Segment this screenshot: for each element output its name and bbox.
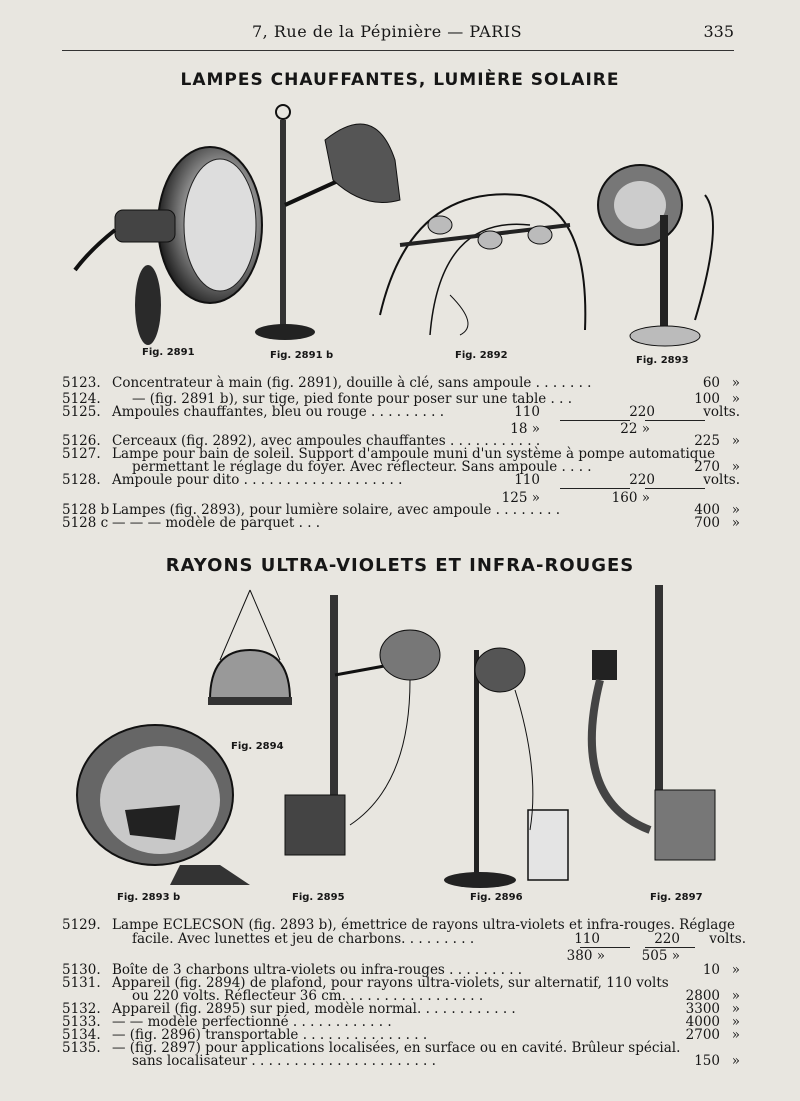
fig-caption: Fig. 2894 (231, 741, 284, 752)
list-item: 5132. Appareil (fig. 2895) sur pied, modèle normal. . . . . . . . . . . . 3300 » (62, 1001, 740, 1017)
list-item: 5123. Concentrateur à main (fig. 2891), douille à clé, sans ampoule . . . . . . . 60 » (62, 375, 740, 391)
illustration-portable-uv (440, 630, 590, 890)
illustration-cradle-lamps (370, 185, 600, 350)
illustration-hand-concentrator (60, 140, 270, 355)
list-item: 5125. Ampoules chauffantes, bleu ou rouge . . . . . . . . . 110 220 volts. (62, 404, 740, 420)
page-header (62, 20, 734, 51)
section-title-heating-lamps: LAMPES CHAUFFANTES, LUMIÈRE SOLAIRE (180, 70, 620, 90)
list-item: 5128 b Lampes (fig. 2893), pour lumière solaire, avec ampoule . . . . . . . . 400 » (62, 502, 740, 518)
list-item: 5133. — — modèle perfectionné . . . . . . . . . . . . 4000 » (62, 1014, 740, 1030)
illustration-uv-stand (260, 585, 450, 885)
list-item: 5129. Lampe ECLECSON (fig. 2893 b), émettrice de rayons ultra-violets et infra-rouges. Réglage (62, 917, 735, 933)
list-item: 380 » 505 » (566, 948, 680, 964)
fig-caption: Fig. 2897 (650, 892, 703, 903)
fig-caption: Fig. 2891 (142, 347, 195, 358)
list-item: 5130. Boîte de 3 charbons ultra-violets ou infra-rouges . . . . . . . . . 10 » (62, 962, 740, 978)
illustration-local-uv (580, 580, 740, 880)
fig-caption: Fig. 2892 (455, 350, 508, 361)
divider (645, 488, 705, 489)
list-item: 5134. — (fig. 2896) transportable . . . . . . . . . . . . . . . 2700 » (62, 1027, 740, 1043)
fig-caption: Fig. 2893 (636, 355, 689, 366)
list-item: 18 » 22 » (510, 421, 650, 437)
fig-caption: Fig. 2896 (470, 892, 523, 903)
section-title-ultraviolet: RAYONS ULTRA-VIOLETS ET INFRA-ROUGES (165, 555, 635, 576)
list-item: 5127. Lampe pour bain de soleil. Support d'ampoule muni d'un système à pompe automatique (62, 446, 716, 462)
fig-caption: Fig. 2893 b (117, 892, 181, 903)
fig-caption: Fig. 2891 b (270, 350, 334, 361)
list-item: sans localisateur . . . . . . . . . . . . . . . . . . . . . . 150 » (132, 1053, 740, 1069)
illustration-sun-lamp (595, 160, 745, 355)
list-item: 5135. — (fig. 2897) pour applications localisées, en surface ou en cavité. Brûleur spécial. (62, 1040, 681, 1056)
header-address: 7, Rue de la Pépinière — PARIS (252, 22, 523, 41)
list-item: permettant le réglage du foyer. Avec réflecteur. Sans ampoule . . . . 270 » (132, 459, 740, 475)
list-item: 125 » 160 » (501, 490, 650, 506)
list-item: 5126. Cerceaux (fig. 2892), avec ampoules chauffantes . . . . . . . . . . . 225 » (62, 433, 740, 449)
list-item: 5128 c — — — modèle de parquet . . . 700 » (62, 515, 740, 531)
list-item: 5128. Ampoule pour dito . . . . . . . . . . . . . . . . . . . 110 220 volts. (62, 472, 740, 488)
list-item: facile. Avec lunettes et jeu de charbons. . . . . . . . . 110 220 volts. (132, 931, 746, 947)
fig-caption: Fig. 2895 (292, 892, 345, 903)
divider (560, 488, 630, 489)
list-item: ou 220 volts. Réflecteur 36 cm. . . . . . . . . . . . . . . . . 2800 » (132, 988, 740, 1004)
list-item: 5124. — (fig. 2891 b), sur tige, pied fonte pour poser sur une table . . . 100 » (62, 391, 740, 407)
illustration-eclecson-lamp (70, 715, 255, 895)
list-item: 5131. Appareil (fig. 2894) de plafond, pour rayons ultra-violets, sur alternatif, 110 volts (62, 975, 669, 991)
page-number: 335 (703, 22, 734, 41)
